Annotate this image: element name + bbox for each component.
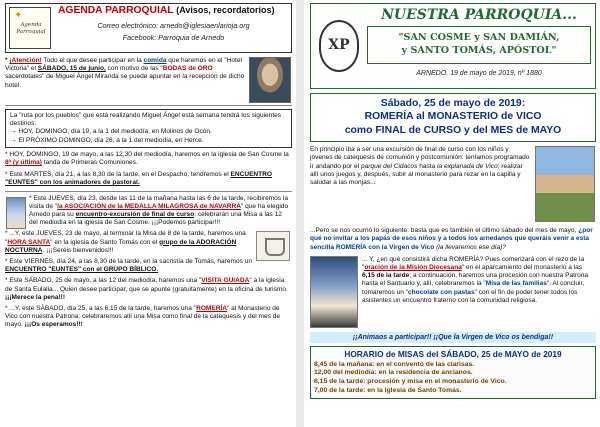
issue-date: ARNEDO, 19 de mayo de 2019, nº 1880 <box>416 70 542 77</box>
mass-schedule-row: 6,15 de la tarde: procesión y misa en el monasterio de Vico. <box>314 378 507 386</box>
divider <box>5 191 292 192</box>
mass-schedule <box>310 346 596 399</box>
monastery-photo <box>535 146 595 222</box>
mass-schedule-row: 7,00 de la tarde: en la iglesia de Santo Tomás. <box>314 386 462 394</box>
left-page <box>0 0 296 427</box>
chi-rho-emblem: XP <box>319 20 359 72</box>
mass-schedule-row: 8,45 de la mañana: en el convento de las clarisas. <box>314 360 475 368</box>
article-paragraph-3: ... Y, ¿en qué consistirá dicha ROMERÍA? Pues comenzará con el rezo de la "oración de la Misión Diocesana" en el aparcamiento del monasterio a las 6,15 de la tarde; a continuación, haremos una procesión con nuestra Patrona hasta el Santuario y, allí, celebraremos la "Misa de las familias". Al concluir, tomaremos un "chocolate con pastas" con el fin de poder tener todos los asistentes un encuentro fraterno con la comunidad religiosa. <box>310 256 596 330</box>
star-icon: ✦ <box>14 10 23 21</box>
contact-email[interactable]: Correo electrónico: arnedo@iglesiaenlarioja.org <box>97 21 250 30</box>
mass-schedule-title: HORARIO de MISAS del SÁBADO, 25 de MAYO de 2019 <box>344 348 562 359</box>
notice-primeras-comuniones: * HOY, DOMINGO, 19 de mayo, a las 12,30 del mediodía, haremos en la iglesia de San Cosme la 8ª (y última) tanda de Primeras Comuniones. <box>5 150 289 167</box>
notice-bodas-de-oro: * ¡Atención! Todo el que desee participar en la comida que haremos en el "Hotel Victoria" el SÁBADO, 15 de junio, con motivo de las "BODAS de ORO sacerdotales" de Miguel Ángel Miranda se puede apuntar en la recepción de dicho hotel. <box>5 56 292 106</box>
page-gutter <box>296 0 304 427</box>
notice-visita-guiada: * Este SÁBADO, 25 de mayo, a las 12 del mediodía, haremos una "VISITA GUIADA" a la iglesia de Santa Eulalia... Quien desee participar, que se apunte (gratuitamente) en la oficina de turismo. ¡¡¡Merece la pena!!! <box>5 277 288 301</box>
contact-facebook[interactable]: Facebook: Parroquia de Arnedo <box>122 33 225 42</box>
parish-name-box: "SAN COSME y SAN DAMIÁN, y SANTO TOMÁS, APÓSTOL" <box>367 26 591 64</box>
article-paragraph-1: En principio iba a ser una excursión de final de curso con los niños y jóvenes de catequesis de comunión y postcomunión: teníamos programado ir andando por el parque del Cidacos hasta la explanada de Vico; realizar allí unos juegos y, después, subir al monasterio para rezar en la capilla y saludar a las monjas... <box>310 146 596 224</box>
parish-header <box>310 3 596 89</box>
notice-encuentro-animadores: * Este MARTES, día 21, a las 8,30 de la tarde, en el Despacho, tendremos el ENCUENTRO "EUNTES" con los animadores de pastoral. <box>5 171 272 187</box>
virgin-image <box>6 197 26 229</box>
mass-schedule-row: 12,00 del mediodía: en la residencia de ancianos. <box>314 369 473 377</box>
chalice-image <box>256 231 290 261</box>
agenda-title: AGENDA PARROQUIAL (Avisos, recordatorios) <box>58 5 275 16</box>
romeria-headline: Sábado, 25 de mayo de 2019: ROMERÍA al MONASTERIO de VICO como FINAL de CURSO y del MES de MAYO <box>310 93 596 142</box>
notice-grupo-biblico: * Este VIERNES, día 24, a las 8,30 de la tarde, en la sacristía de Tomás, haremos un ENCUENTRO "EUNTES" con el GRUPO BÍBLICO. <box>5 258 252 274</box>
priest-photo <box>249 57 291 103</box>
notice-medalla-milagrosa: * Este JUEVES, día 23, desde las 11 de la mañana hasta las 6 de la tarde, recibiremos la visita de "la ASOCIACIÓN de la MEDALLA MILAGROSA de NAVARRA" que ha elegido Arnedo para su encuentro-excursión de final de curso: celebrarán una Misa a las 12 del mediodía en la iglesia de San Cosme. ¡¡¡Podemos participar!!! <box>5 195 292 228</box>
virgen-de-vico-photo <box>310 256 358 328</box>
notice-hora-santa: * ...Y, este JUEVES, 23 de mayo, al terminar la Misa de 8 de la tarde, haremos una "HORA SANTA" en la iglesia de Santo Tomás con el grupo de la ADORACIÓN NOCTURNA. ¡¡¡Seréis bienvenidos!!! <box>5 230 292 255</box>
closing-blessing: ¡¡Animaos a participar!! ¡¡Que la Virgen de Vico os bendiga!! <box>310 332 596 343</box>
parish-title: NUESTRA PARROQUIA... <box>381 7 577 23</box>
agenda-logo <box>9 7 51 49</box>
notice-ruta-pueblos: La "ruta por los pueblos" que está realizando Miguel Ángel está semana tendrá los siguientes destinos: → HOY, DOMINGO, día 19, a la 1 del mediodía, en Molinos de Ocón. → El PRÓXIMO DOMINGO, día 26, a la 1 del mediodía, en Herce. <box>5 109 292 148</box>
agenda-logo-text: Agenda Parroquial <box>16 22 46 35</box>
notice-romeria: * ...Y, este SÁBADO, día 25, a las 6,15 de la tarde, haremos una "ROMERÍA" al Monasterio de Vico con nuestra Patrona: celebraremos allí una Misa como final de la catequesis y del mes de mayo. ¡¡¡Os esperamos!!! <box>5 305 280 329</box>
agenda-header <box>5 3 292 53</box>
right-page <box>304 0 600 427</box>
article-paragraph-2: ...Pero se nos ocurrió lo siguiente: basta que es también el último sábado del mes de mayo, ¿por qué no invitar a los papás de esos niños y a todos los arnedanos que queráis venir a esta sencilla ROMERÍA con la Virgen de Vico (la llevaremos ese día)? <box>310 227 593 251</box>
